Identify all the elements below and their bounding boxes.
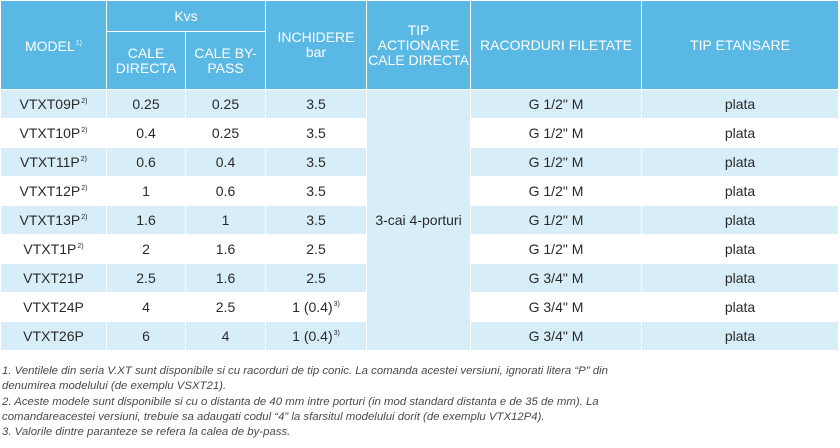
cell-cale-bypass	[186, 206, 266, 235]
cell-model-text: VTXT1P	[23, 241, 77, 257]
cell-cale-bypass	[186, 177, 266, 206]
header-model-sup: 1)	[75, 40, 83, 47]
cell-inchidere	[266, 235, 367, 264]
cell-inchidere-sup: 3)	[333, 330, 340, 337]
cell-inchidere-text: 2.5	[306, 270, 326, 286]
cell-model	[1, 148, 107, 177]
cell-model-sup: 2)	[80, 156, 87, 163]
cell-model-text: VTXT10P	[19, 125, 81, 141]
header-kvs: Kvs	[107, 1, 266, 32]
cell-model	[1, 206, 107, 235]
cell-inchidere	[266, 119, 367, 148]
table-body	[1, 90, 839, 351]
cell-cale-bypass-text: 0.4	[215, 154, 236, 170]
cell-cale-bypass	[186, 119, 266, 148]
cell-model-sup: 2)	[81, 98, 88, 105]
cell-tip-etansare: plata	[642, 322, 839, 351]
header-inchidere: INCHIDERE bar	[266, 1, 367, 90]
cell-cale-bypass	[186, 293, 266, 322]
cell-racorduri: G 1/2" M	[471, 206, 642, 235]
cell-cale-bypass	[186, 90, 266, 119]
cell-inchidere	[266, 264, 367, 293]
cell-cale-directa	[107, 235, 186, 264]
cell-model	[1, 177, 107, 206]
cell-model-text: VTXT26P	[23, 328, 84, 344]
cell-cale-bypass-text: 4	[221, 328, 230, 344]
cell-cale-bypass	[186, 148, 266, 177]
cell-cale-bypass-text: 2.5	[215, 299, 236, 315]
cell-racorduri: G 1/2" M	[471, 235, 642, 264]
cell-racorduri: G 1/2" M	[471, 148, 642, 177]
footnote-line: denumirea modelului (de exemplu VSXT21).	[2, 380, 227, 393]
cell-cale-bypass-text: 0.6	[215, 183, 236, 199]
cell-inchidere	[266, 206, 367, 235]
cell-model	[1, 235, 107, 264]
cell-cale-directa	[107, 322, 186, 351]
cell-model-sup: 2)	[81, 185, 88, 192]
footnote-line: 1. Ventilele din seria V.XT sunt disponibile si cu racorduri de tip conic. La comanda acestei versiuni, ignorati litera “P” din	[2, 365, 608, 377]
cell-model	[1, 119, 107, 148]
cell-tip-etansare: plata	[642, 119, 839, 148]
cell-inchidere-text: 2.5	[306, 241, 326, 257]
cell-cale-directa-text: 0.4	[136, 125, 156, 141]
cell-racorduri: G 1/2" M	[471, 90, 642, 119]
cell-cale-directa	[107, 293, 186, 322]
cell-cale-directa-text: 1	[142, 183, 150, 199]
cell-inchidere	[266, 148, 367, 177]
cell-cale-bypass	[186, 264, 266, 293]
footnote-line: comandareacestei versiuni, trebuie sa adaugati codul “4” la sfarsitul modelului dorit (de exemplu VTX12P4).	[2, 410, 545, 423]
cell-racorduri: G 3/4" M	[471, 322, 642, 351]
cell-tip-etansare: plata	[642, 264, 839, 293]
cell-inchidere-text: 1 (0.4)	[292, 328, 333, 344]
cell-cale-directa	[107, 206, 186, 235]
header-cale-directa: CALE DIRECTA	[107, 32, 186, 90]
cell-cale-directa-text: 2.5	[136, 270, 156, 286]
cell-cale-directa-text: 0.25	[132, 96, 160, 112]
cell-inchidere-text: 3.5	[306, 183, 326, 199]
cell-model	[1, 264, 107, 293]
cell-inchidere-text: 1 (0.4)	[292, 299, 333, 315]
cell-cale-directa	[107, 119, 186, 148]
cell-tip-etansare: plata	[642, 148, 839, 177]
cell-model-text: VTXT13P	[19, 212, 81, 228]
cell-model-sup: 2)	[77, 243, 84, 250]
cell-tip-etansare: plata	[642, 235, 839, 264]
cell-cale-bypass-text: 0.25	[211, 96, 240, 112]
cell-inchidere-text: 3.5	[306, 154, 326, 170]
cell-racorduri: G 1/2" M	[471, 119, 642, 148]
cell-model-text: VTXT12P	[19, 183, 81, 199]
cell-model-text: VTXT24P	[23, 299, 84, 315]
cell-inchidere-text: 3.5	[306, 96, 326, 112]
cell-model	[1, 322, 107, 351]
cell-tip-etansare: plata	[642, 293, 839, 322]
cell-inchidere	[266, 322, 367, 351]
cell-inchidere	[266, 90, 367, 119]
header-cale-bypass: CALE BY-PASS	[186, 32, 266, 90]
footnote-line: 2. Aceste modele sunt disponibile si cu o distanta de 40 mm intre porturi (in mod standard distanta e de 35 de mm). La	[2, 395, 599, 408]
header-racorduri: RACORDURI FILETATE	[471, 1, 642, 90]
cell-cale-directa	[107, 90, 186, 119]
cell-tip-etansare: plata	[642, 177, 839, 206]
cell-cale-directa-text: 1.6	[136, 212, 156, 228]
cell-model-text: VTXT11P	[20, 154, 80, 170]
cell-cale-directa	[107, 264, 186, 293]
cell-model-text: VTXT09P	[19, 96, 81, 112]
cell-inchidere-text: 3.5	[306, 125, 326, 141]
cell-model-sup: 2)	[81, 127, 88, 134]
header-tip-etansare: TIP ETANSARE	[642, 1, 839, 90]
cell-cale-directa	[107, 148, 186, 177]
table-row	[1, 90, 839, 119]
cell-cale-bypass	[186, 322, 266, 351]
header-tip-actionare: TIP ACTIONARE CALE DIRECTA	[367, 1, 471, 90]
cell-inchidere-sup: 3)	[333, 301, 340, 308]
cell-cale-bypass-text: 1.6	[215, 241, 236, 257]
cell-cale-directa-text: 0.6	[136, 154, 156, 170]
header-model-label: MODEL	[24, 38, 75, 54]
cell-cale-directa	[107, 177, 186, 206]
cell-inchidere	[266, 177, 367, 206]
footnote-line: 3. Valorile dintre paranteze se refera la calea de by-pass.	[2, 426, 291, 439]
cell-model	[1, 293, 107, 322]
cell-cale-bypass-text: 0.25	[211, 125, 240, 141]
cell-cale-bypass	[186, 235, 266, 264]
cell-tip-etansare: plata	[642, 90, 839, 119]
cell-model	[1, 90, 107, 119]
cell-racorduri: G 3/4" M	[471, 293, 642, 322]
cell-tip-etansare: plata	[642, 206, 839, 235]
cell-cale-directa-text: 6	[142, 328, 150, 344]
cell-inchidere-text: 3.5	[306, 212, 326, 228]
cell-model-text: VTXT21P	[23, 270, 84, 286]
cell-cale-directa-text: 2	[142, 241, 150, 257]
cell-inchidere	[266, 293, 367, 322]
cell-racorduri: G 1/2" M	[471, 177, 642, 206]
header-model	[1, 1, 107, 90]
cell-cale-bypass-text: 1.6	[215, 270, 236, 286]
cell-model-sup: 2)	[81, 214, 88, 221]
cell-racorduri: G 3/4" M	[471, 264, 642, 293]
footnotes	[2, 364, 838, 440]
cell-cale-directa-text: 4	[142, 299, 150, 315]
cell-cale-bypass-text: 1	[221, 212, 230, 228]
cell-tip-actionare: 3-cai 4-porturi	[367, 90, 471, 351]
